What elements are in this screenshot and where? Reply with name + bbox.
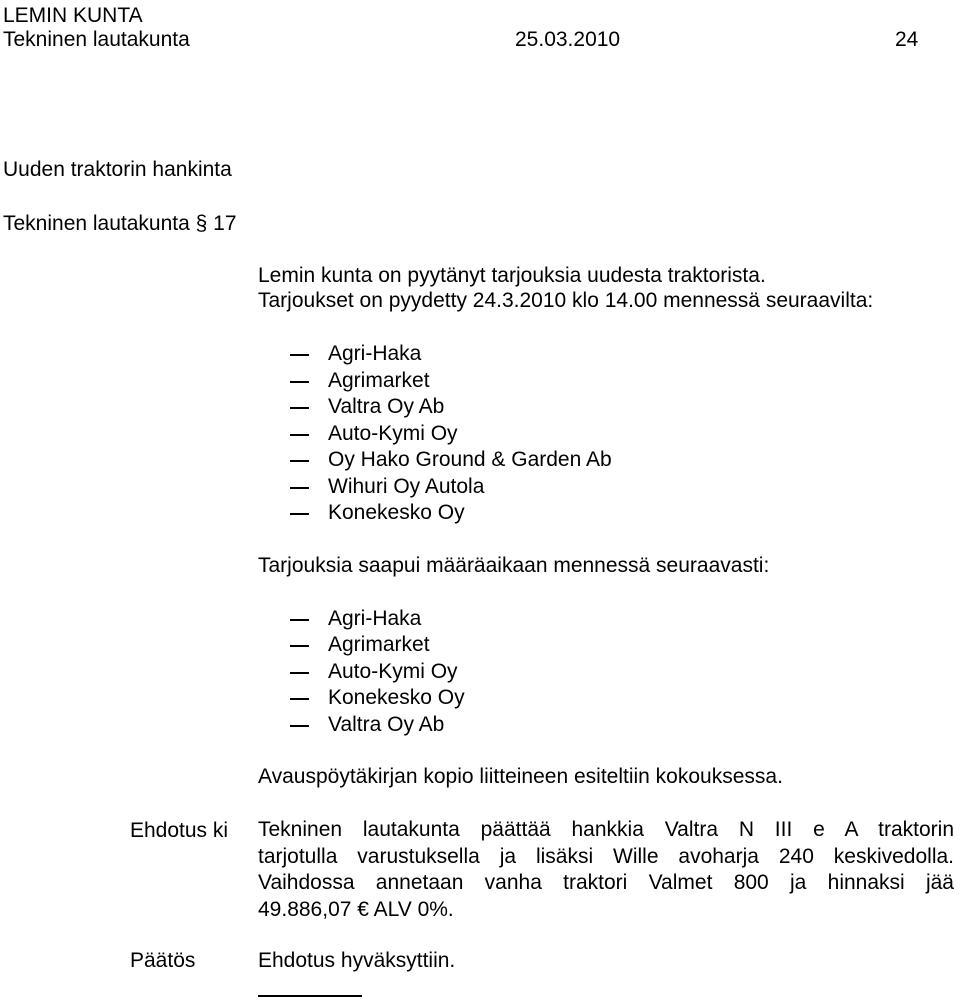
list-item: Oy Hako Ground & Garden Ab xyxy=(290,447,612,472)
list-item: Konekesko Oy xyxy=(290,685,465,710)
decision-label: Päätös xyxy=(130,949,196,972)
dash-bullet xyxy=(290,354,309,356)
page-number: 24 xyxy=(895,28,919,51)
dash-bullet xyxy=(290,619,309,621)
list-item: Auto-Kymi Oy xyxy=(290,659,458,684)
list-item: Konekesko Oy xyxy=(290,500,465,525)
dash-bullet xyxy=(290,381,309,383)
closing-rule xyxy=(258,995,362,997)
list-item: Valtra Oy Ab xyxy=(290,394,444,419)
committee-name: Tekninen lautakunta xyxy=(3,28,190,51)
proposal-line: tarjotulla varustuksella ja lisäksi Wille avoharja 240 keskivedolla. xyxy=(258,844,954,868)
section-reference: Tekninen lautakunta § 17 xyxy=(3,212,237,235)
proposal-line: 49.886,07 € ALV 0%. xyxy=(258,897,454,921)
dash-bullet xyxy=(290,513,309,515)
dash-bullet xyxy=(290,672,309,674)
dash-bullet xyxy=(290,698,309,700)
list-item: Wihuri Oy Autola xyxy=(290,474,484,499)
document-title: Uuden traktorin hankinta xyxy=(3,158,232,181)
meeting-date: 25.03.2010 xyxy=(515,28,621,51)
list-item: Agrimarket xyxy=(290,368,430,393)
list-item: Agrimarket xyxy=(290,632,430,657)
dash-bullet xyxy=(290,434,309,436)
list-item: Agri-Haka xyxy=(290,341,421,366)
attachment-note: Avauspöytäkirjan kopio liitteineen esiteltiin kokouksessa. xyxy=(258,765,783,788)
received-heading: Tarjouksia saapui määräaikaan mennessä seuraavasti: xyxy=(258,554,770,577)
dash-bullet xyxy=(290,487,309,489)
dash-bullet xyxy=(290,407,309,409)
decision-text: Ehdotus hyväksyttiin. xyxy=(258,949,456,972)
proposal-text xyxy=(258,817,954,923)
proposal-line: Vaihdossa annetaan vanha traktori Valmet 800 ja hinnaksi jää xyxy=(258,871,954,894)
proposal-label: Ehdotus ki xyxy=(130,819,229,842)
list-item: Valtra Oy Ab xyxy=(290,712,444,737)
dash-bullet xyxy=(290,460,309,462)
intro-line-1: Lemin kunta on pyytänyt tarjouksia uudesta traktorista. xyxy=(258,264,766,287)
intro-line-2: Tarjoukset on pyydetty 24.3.2010 klo 14.00 mennessä seuraavilta: xyxy=(258,289,874,312)
proposal-line: Tekninen lautakunta päättää hankkia Valtra N III e A traktorin xyxy=(258,818,954,841)
municipality-name: LEMIN KUNTA xyxy=(3,4,143,27)
list-item: Auto-Kymi Oy xyxy=(290,421,458,446)
dash-bullet xyxy=(290,725,309,727)
list-item: Agri-Haka xyxy=(290,606,421,631)
dash-bullet xyxy=(290,645,309,647)
